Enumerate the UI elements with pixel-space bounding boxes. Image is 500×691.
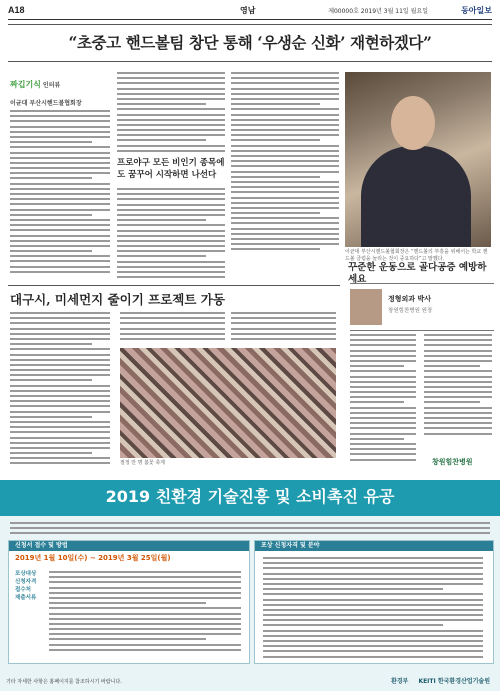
author-role: 창원힘찬병원 원장 [388, 308, 433, 314]
text-column-1 [10, 110, 110, 276]
section-name: 영남 [240, 6, 256, 15]
ad-right-text [263, 557, 483, 661]
ad-label: 접수처 [15, 587, 31, 593]
text-column-2-bottom [117, 188, 225, 281]
interview-keyword: 짜깁기식 [10, 80, 41, 89]
ad-intro-text [10, 522, 490, 538]
main-headline: “초중고 핸드볼팀 창단 통해 ‘우생순 신화’ 재현하겠다” [8, 24, 492, 62]
column-text-left [350, 334, 416, 464]
portrait-face [391, 96, 435, 150]
ad-label: 포상대상 [15, 571, 37, 577]
article2-column-1 [10, 312, 110, 468]
article2-headline: 대구시, 미세먼지 줄이기 프로젝트 가동 [10, 292, 225, 307]
hospital-logo: 창원힘찬병원 [432, 458, 473, 466]
interview-photo-caption: 이균대 부산시핸드볼협회장은 “핸드볼의 부흥을 위해서는 학교 핸드볼 클럽을 늘리는 것이 중요하다”고 말했다. [345, 249, 488, 262]
interview-label [10, 72, 60, 91]
ad-title: 2019 친환경 기술진흥 및 소비촉진 유공 [105, 487, 395, 506]
interview-photo [345, 72, 491, 247]
org-keiti: KEITI 한국환경산업기술원 [418, 678, 490, 685]
author-avatar [350, 289, 382, 325]
ad-right-header: 포상 신청자격 및 분야 [255, 541, 493, 551]
author-name: 정형외과 박사 [388, 295, 432, 303]
article2-column-3 [231, 312, 336, 343]
page-header [8, 5, 492, 20]
portrait-suit [361, 146, 471, 247]
ad-organizers [391, 676, 490, 685]
article2-photo [120, 348, 336, 458]
ad-left-box [8, 540, 250, 664]
interview-byline: 이균대 부산시핸드볼협회장 [10, 100, 82, 107]
ad-footer: 기타 자세한 사항은 홈페이지를 참조하시기 바랍니다. [6, 679, 122, 685]
ad-period: 2019년 1월 10일(수) ~ 2019년 3월 25일(월) [15, 554, 171, 562]
interview-tag: 인터뷰 [42, 82, 61, 89]
text-column-3 [231, 72, 339, 254]
ad-label-list [15, 569, 36, 601]
ad-label: 제출서류 [15, 595, 37, 601]
interview-subhead: 프로야구 모든 비인기 종목에도 꿈꾸어 시작하면 나선다 [117, 158, 225, 180]
ad-right-box [254, 540, 494, 664]
text-column-2-top [117, 72, 225, 155]
advertisement[interactable] [0, 480, 500, 691]
ad-left-text [49, 571, 241, 654]
ad-label: 신청자격 [15, 579, 37, 585]
org-environment-ministry: 환경부 [390, 678, 409, 685]
ad-left-header: 신청서 접수 및 방법 [9, 541, 249, 551]
column-subhead: 꾸준한 운동으로 골다공증 예방하세요 [348, 262, 487, 285]
column-text-right [424, 334, 492, 438]
article2-photo-caption: 절정 만 명 봄꽃 축제 [120, 460, 165, 466]
column-author-box [350, 283, 494, 331]
paper-logo[interactable]: 동아일보 [461, 5, 492, 15]
article2-column-2 [120, 312, 225, 343]
issue-date: 제00000호 2019년 3월 11일 월요일 [328, 8, 428, 15]
page-number: A18 [8, 5, 25, 15]
section-divider [8, 285, 340, 286]
